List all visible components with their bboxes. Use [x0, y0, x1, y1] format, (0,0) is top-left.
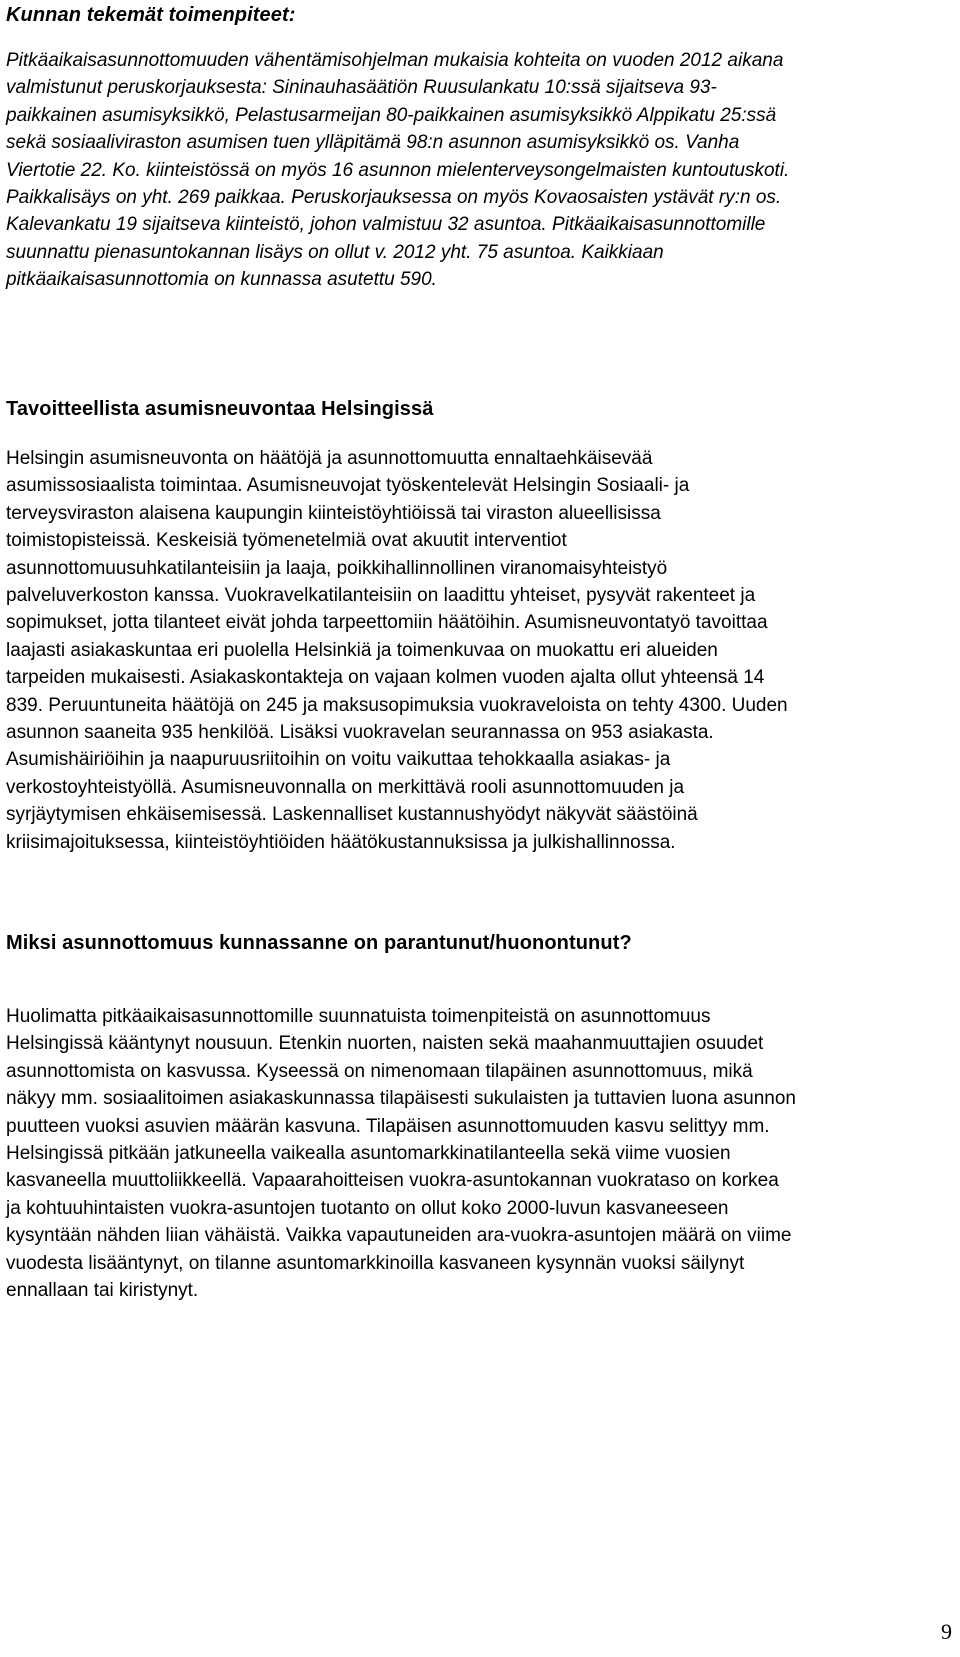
- paragraph-housing-advice: Helsingin asumisneuvonta on häätöjä ja asunnottomuutta ennaltaehkäisevää asumissosiaalista toimintaa. Asumisneuvojat työskentelevät Helsingin Sosiaali- ja terveysviraston alaisena kaupungin kiinteistöyhtiöissä tai viraston alueellisissa toimistopisteissä. Keskeisiä työmenetelmiä ovat akuutit interventiot asunnottomuusuhkatilanteisiin ja laaja, poikkihallinnollinen viranomaisyhteistyö palveluverkoston kanssa. Vuokravelkatilanteisiin on laadittu yhteiset, pysyvät rakenteet ja sopimukset, jotta tilanteet eivät johda tarpeettomiin häätöihin. Asumisneuvontatyö tavoittaa laajasti asiakaskuntaa eri puolella Helsinkiä ja toimenkuvaa on muokattu eri alueiden tarpeiden mukaisesti. Asiakaskontakteja on vajaan kolmen vuoden ajalta ollut yhteensä 14 839. Peruuntuneita häätöjä on 245 ja maksusopimuksia vuokraveloista on tehty 4300. Uuden asunnon saaneita 935 henkilöä. Lisäksi vuokravelan seurannassa on 953 asiakasta. Asumishäiriöihin ja naapuruusriitoihin on voitu vaikuttaa tehokkaalla asiakas- ja verkostoyhteistyöllä. Asumisneuvonnalla on merkittävä rooli asunnottomuuden ja syrjäytymisen ehkäisemisessä. Laskennalliset kustannushyödyt näkyvät säästöinä kriisimajoituksessa, kiinteistöyhtiöiden häätökustannuksissa ja julkishallinnossa.: [6, 448, 788, 853]
- page-number: 9: [941, 1619, 952, 1644]
- paragraph-measures: Pitkäaikaisasunnottomuuden vähentämisohjelman mukaisia kohteita on vuoden 2012 aikana valmistunut peruskorjauksesta: Sininauhasäätiön Ruusulankatu 10:ssä sijaitseva 93-paikkainen asumisyksikkö, Pelastusarmeijan 80-paikkainen asumisyksikkö Alppikatu 25:ssä sekä sosiaaliviraston asumisen tuen ylläpitämä 98:n asunnon asumisyksikkö os. Vanha Viertotie 22. Ko. kiinteistössä on myös 16 asunnon mielenterveysongelmaisten kuntoutuskoti. Paikkalisäys on yht. 269 paikkaa. Peruskorjauksessa on myös Kovaosaisten ystävät ry:n os. Kalevankatu 19 sijaitseva kiinteistö, johon valmistuu 32 asuntoa. Pitkäaikaisasunnottomille suunnattu pienasuntokannan lisäys on ollut v. 2012 yht. 75 asuntoa. Kaikkiaan pitkäaikaisasunnottomia on kunnassa asutettu 590.: [6, 50, 790, 291]
- section-heading-measures: Kunnan tekemät toimenpiteet:: [6, 4, 296, 26]
- section-heading-why-changed: Miksi asunnottomuus kunnassanne on parantunut/huonontunut?: [6, 932, 632, 954]
- paragraph-why-changed: Huolimatta pitkäaikaisasunnottomille suunnatuista toimenpiteistä on asunnottomuus Helsingissä kääntynyt nousuun. Etenkin nuorten, naisten sekä maahanmuuttajien osuudet asunnottomista on kasvussa. Kyseessä on nimenomaan tilapäinen asunnottomuus, mikä näkyy mm. sosiaalitoimen asiakaskunnassa tilapäisesti sukulaisten ja tuttavien luona asunnon puutteen vuoksi asuvien määrän kasvuna. Tilapäisen asunnottomuuden kasvu selittyy mm. Helsingissä pitkään jatkuneella vaikealla asuntomarkkinatilanteella sekä viime vuosien kasvaneella muuttoliikkeellä. Vapaarahoitteisen vuokra-asuntokannan vuokrataso on korkea ja kohtuuhintaisten vuokra-asuntojen tuotanto on ollut koko 2000-luvun kasvaneeseen kysyntään nähden liian vähäistä. Vaikka vapautuneiden ara-vuokra-asuntojen määrä on viime vuodesta lisääntynyt, on tilanne asuntomarkkinoilla kasvaneen kysynnän vuoksi säilynyt ennallaan tai kiristynyt.: [6, 1006, 796, 1302]
- section-heading-housing-advice: Tavoitteellista asumisneuvontaa Helsingissä: [6, 398, 434, 420]
